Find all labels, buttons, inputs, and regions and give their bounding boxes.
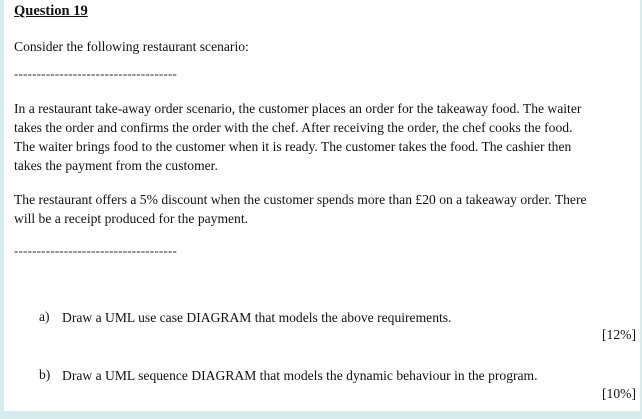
question-title: Question 19 xyxy=(14,3,88,19)
paragraph1-line1: In a restaurant take-away order scenario, the customer places an order for the takeaway food. The waiter xyxy=(14,101,582,116)
paragraph1-line3: The waiter brings food to the customer when it is ready. The customer takes the food. The cashier then xyxy=(14,139,572,154)
part-b-label: b) xyxy=(39,367,51,382)
intro-text: Consider the following restaurant scenario: xyxy=(14,39,249,54)
divider-bottom: ------------------------------------ xyxy=(14,243,178,258)
part-b-text: Draw a UML sequence DIAGRAM that models the dynamic behaviour in the program. xyxy=(62,368,538,383)
part-a-text: Draw a UML use case DIAGRAM that models the above requirements. xyxy=(62,310,452,325)
paragraph2-line1: The restaurant offers a 5% discount when the customer spends more than £20 on a takeaway order. There xyxy=(14,192,587,207)
part-a-label: a) xyxy=(39,309,50,324)
part-a-mark: [12%] xyxy=(602,327,636,342)
question-page xyxy=(4,0,640,411)
divider-top: ------------------------------------ xyxy=(14,66,178,81)
part-b-mark: [10%] xyxy=(602,386,636,401)
paragraph1-line4: takes the payment from the customer. xyxy=(14,158,218,173)
paragraph1-line2: takes the order and confirms the order with the chef. After receiving the order, the chef cooks the food. xyxy=(14,120,573,135)
paragraph2-line2: will be a receipt produced for the payment. xyxy=(14,211,249,226)
